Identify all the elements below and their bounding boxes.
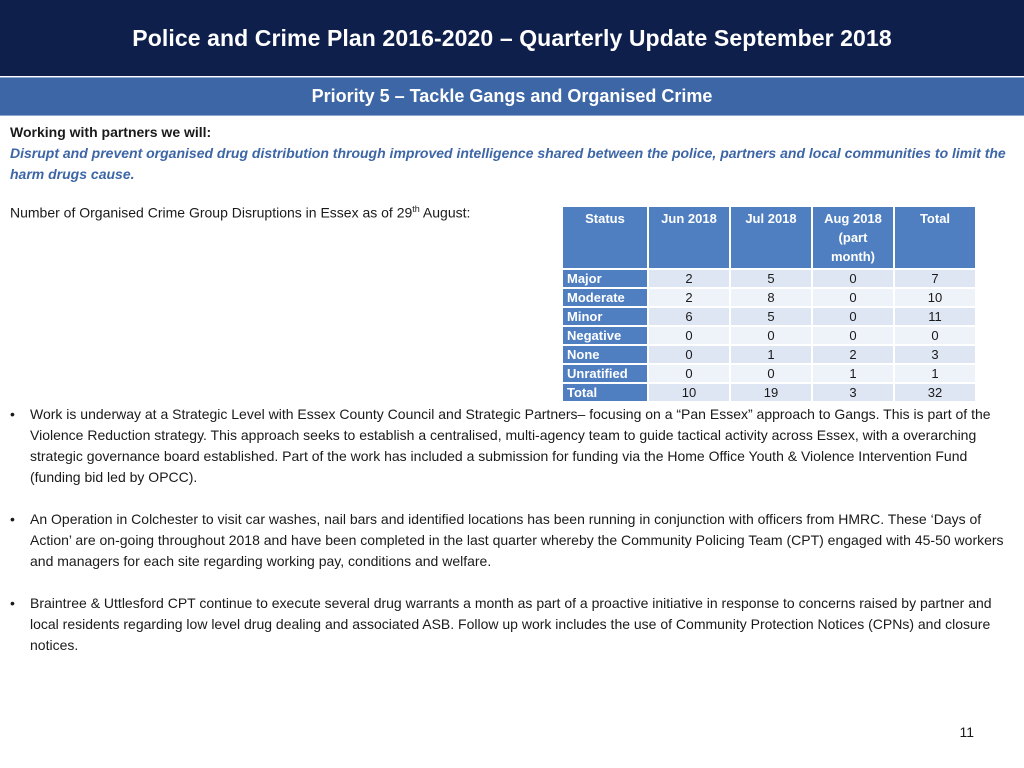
cell-jun: 0 bbox=[649, 327, 729, 344]
update-bullet-list bbox=[10, 404, 1010, 677]
disruptions-caption bbox=[10, 204, 470, 221]
cell-total: 3 bbox=[895, 346, 975, 363]
disruptions-text-before: Number of Organised Crime Group Disruptions in Essex as of 29 bbox=[10, 204, 413, 221]
header-jun: Jun 2018 bbox=[649, 207, 729, 268]
cell-jul: 5 bbox=[731, 270, 811, 287]
row-status: Moderate bbox=[563, 289, 647, 306]
intro-aim: Disrupt and prevent organised drug distribution through improved intelligence shared between the police, partners and local communities to limit the harm drugs cause. bbox=[10, 145, 1006, 182]
cell-jun: 6 bbox=[649, 308, 729, 325]
bullet-text: An Operation in Colchester to visit car washes, nail bars and identified locations has been running in conjunction with officers from HMRC. These ‘Days of Action’ are on-going throughout 2018 and have been completed in the last quarter whereby the Community Policing Team (CPT) engaged with 45-50 workers and managers for each site regarding working pay, conditions and welfare. bbox=[30, 511, 1004, 569]
bullet-glyph: • bbox=[10, 406, 15, 422]
cell-jul: 0 bbox=[731, 327, 811, 344]
table-row bbox=[563, 308, 975, 325]
ocg-disruptions-table bbox=[561, 205, 977, 403]
cell-total: 10 bbox=[895, 289, 975, 306]
cell-jul: 1 bbox=[731, 346, 811, 363]
cell-jul: 0 bbox=[731, 365, 811, 382]
cell-total: 0 bbox=[895, 327, 975, 344]
row-status: Unratified bbox=[563, 365, 647, 382]
bullet-glyph: • bbox=[10, 595, 15, 611]
cell-aug: 2 bbox=[813, 346, 893, 363]
bullet-text: Work is underway at a Strategic Level with Essex County Council and Strategic Partners– focusing on a “Pan Essex” approach to Gangs. This is part of the Violence Reduction strategy. This approach seeks to establish a centralised, multi-agency team to guide tactical activity across Essex, with a overarching strategic governance board established. Part of the work has included a submission for funding via the Home Office Youth & Violence Intervention Fund (funding bid led by OPCC). bbox=[30, 406, 991, 485]
cell-jul: 8 bbox=[731, 289, 811, 306]
cell-jul: 19 bbox=[731, 384, 811, 401]
table-row bbox=[563, 270, 975, 287]
cell-jun: 10 bbox=[649, 384, 729, 401]
list-item bbox=[10, 593, 1010, 656]
header-aug: Aug 2018 (part month) bbox=[813, 207, 893, 268]
disruptions-text-after: August: bbox=[419, 204, 471, 221]
row-status: Total bbox=[563, 384, 647, 401]
cell-jun: 2 bbox=[649, 289, 729, 306]
cell-aug: 0 bbox=[813, 327, 893, 344]
table-row bbox=[563, 327, 975, 344]
cell-aug: 0 bbox=[813, 289, 893, 306]
cell-aug: 0 bbox=[813, 308, 893, 325]
cell-total: 11 bbox=[895, 308, 975, 325]
cell-aug: 0 bbox=[813, 270, 893, 287]
intro-lead: Working with partners we will: bbox=[10, 124, 212, 140]
row-status: None bbox=[563, 346, 647, 363]
priority-banner bbox=[0, 77, 1024, 116]
cell-jul: 5 bbox=[731, 308, 811, 325]
table-row bbox=[563, 365, 975, 382]
header-total: Total bbox=[895, 207, 975, 268]
list-item bbox=[10, 509, 1010, 572]
cell-aug: 3 bbox=[813, 384, 893, 401]
cell-total: 7 bbox=[895, 270, 975, 287]
row-status: Major bbox=[563, 270, 647, 287]
slide-header bbox=[0, 0, 1024, 76]
cell-jun: 0 bbox=[649, 365, 729, 382]
disruptions-superscript: th bbox=[412, 204, 420, 214]
cell-aug: 1 bbox=[813, 365, 893, 382]
cell-jun: 0 bbox=[649, 346, 729, 363]
bullet-text: Braintree & Uttlesford CPT continue to execute several drug warrants a month as part of a proactive initiative in response to concerns raised by partner and local residents regarding low level drug dealing and associated ASB. Follow up work includes the use of Community Protection Notices (CPNs) and closure notices. bbox=[30, 595, 992, 653]
table-row bbox=[563, 346, 975, 363]
table-header-row bbox=[563, 207, 975, 268]
header-status: Status bbox=[563, 207, 647, 268]
bullet-glyph: • bbox=[10, 511, 15, 527]
row-status: Minor bbox=[563, 308, 647, 325]
header-jul: Jul 2018 bbox=[731, 207, 811, 268]
intro-block bbox=[10, 122, 1015, 185]
list-item bbox=[10, 404, 1010, 488]
cell-total: 32 bbox=[895, 384, 975, 401]
cell-total: 1 bbox=[895, 365, 975, 382]
table-row bbox=[563, 289, 975, 306]
table-total-row bbox=[563, 384, 975, 401]
slide-title: Police and Crime Plan 2016-2020 – Quarterly Update September 2018 bbox=[132, 24, 892, 51]
cell-jun: 2 bbox=[649, 270, 729, 287]
page-number: 11 bbox=[959, 724, 974, 740]
row-status: Negative bbox=[563, 327, 647, 344]
priority-title: Priority 5 – Tackle Gangs and Organised Crime bbox=[311, 86, 713, 106]
